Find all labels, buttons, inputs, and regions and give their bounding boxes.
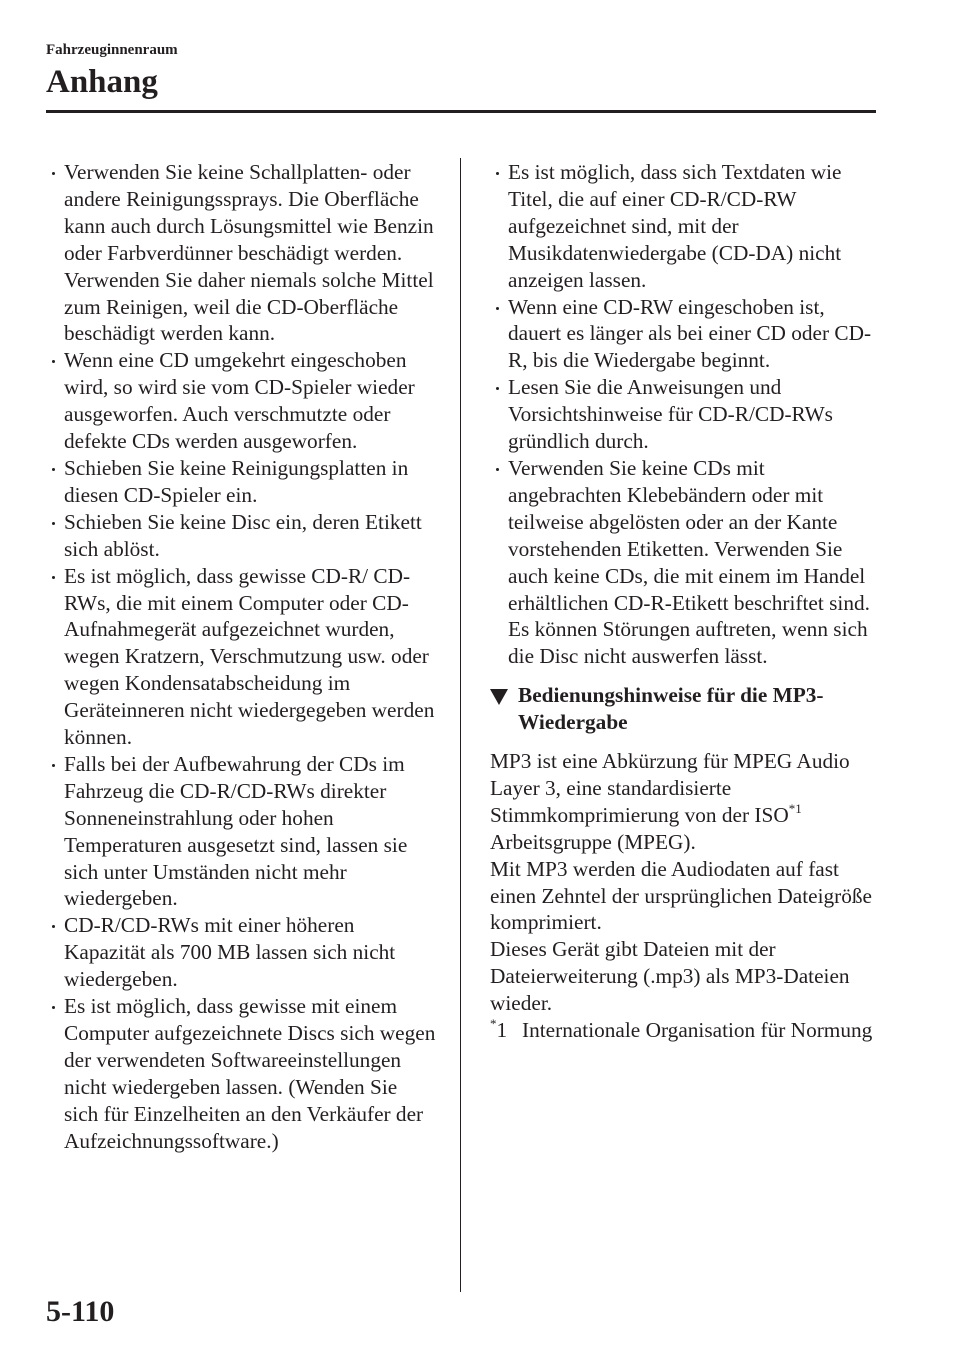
section-label: Fahrzeuginnenraum xyxy=(46,42,178,58)
list-item: Schieben Sie keine Disc ein, deren Etikett sich ablöst. xyxy=(46,509,436,563)
column-divider xyxy=(460,158,461,1292)
bullet-dot-icon xyxy=(496,468,499,471)
page-title: Anhang xyxy=(46,64,158,100)
paragraph-mp3-intro: MP3 ist eine Abkürzung für MPEG Audio Layer 3, eine standardisierte Stimmkomprimierung von der ISO$^{*1}$ Arbeitsgruppe (MPEG). xyxy=(490,749,850,854)
subheading-mp3: Bedienungshinweise für die MP3-Wiedergabe xyxy=(490,682,880,736)
list-item: Es ist möglich, dass gewisse CD-R/ CD-RWs, die mit einem Computer oder CD-Aufnahmegerät aufgezeichnet wurden, wegen Kratzern, Verschmutzung usw. oder wegen Kondensatabscheidung im Geräteinneren nicht wiedergegeben werden können. xyxy=(46,563,436,751)
bullet-dot-icon xyxy=(52,172,55,175)
bullet-dot-icon xyxy=(52,360,55,363)
bullet-dot-icon xyxy=(496,387,499,390)
list-item: Wenn eine CD-RW eingeschoben ist, dauert es länger als bei einer CD oder CD-R, bis die Wiedergabe beginnt. xyxy=(490,294,880,375)
list-item: CD-R/CD-RWs mit einer höheren Kapazität als 700 MB lassen sich nicht wiedergeben. xyxy=(46,912,436,993)
list-item: Verwenden Sie keine Schallplatten- oder andere Reinigungssprays. Die Oberfläche kann auch durch Lösungsmittel wie Benzin oder Farbverdünner beschädigt werden. Verwenden Sie daher niemals solche Mittel zum Reinigen, weil die CD-Oberfläche beschädigt werden kann. xyxy=(46,159,436,347)
footnote-text: Internationale Organisation für Normung xyxy=(522,1018,873,1043)
bullet-dot-icon xyxy=(52,522,55,525)
bullet-dot-icon xyxy=(52,925,55,928)
list-item: Falls bei der Aufbewahrung der CDs im Fahrzeug die CD-R/CD-RWs direkter Sonneneinstrahlung oder hohen Temperaturen ausgesetzt sind, lassen sie sich unter Umständen nicht mehr wiedergeben. xyxy=(46,751,436,912)
paragraph-compression: Mit MP3 werden die Audiodaten auf fast einen Zehntel der ursprünglichen Dateigröße komprimiert. xyxy=(490,856,873,935)
right-column xyxy=(490,159,880,1044)
page-header xyxy=(46,40,876,102)
triangle-down-icon xyxy=(490,689,508,705)
footnote-marker: *1 xyxy=(490,1016,508,1043)
page-number: 5-110 xyxy=(46,1295,115,1328)
bullet-list-left xyxy=(46,159,436,1155)
list-item: Schieben Sie keine Reinigungsplatten in diesen CD-Spieler ein. xyxy=(46,455,436,509)
bullet-dot-icon xyxy=(496,307,499,310)
footnote xyxy=(490,1017,880,1044)
bullet-dot-icon xyxy=(52,764,55,767)
bullet-list-right xyxy=(490,159,880,670)
header-rule xyxy=(46,110,876,113)
list-item: Wenn eine CD umgekehrt eingeschoben wird, so wird sie vom CD-Spieler wieder ausgeworfen. Auch verschmutzte oder defekte CDs werden ausgeworfen. xyxy=(46,347,436,455)
list-item: Es ist möglich, dass gewisse mit einem Computer aufgezeichnete Discs sich wegen der verwendeten Softwareeinstellungen nicht wiedergeben lassen. (Wenden Sie sich für Einzelheiten an den Verkäufer der Aufzeichnungssoftware.) xyxy=(46,993,436,1154)
bullet-dot-icon xyxy=(52,576,55,579)
list-item: Verwenden Sie keine CDs mit angebrachten Klebebändern oder mit teilweise abgelösten oder an der Kante vorstehenden Etiketten. Verwenden Sie auch keine CDs, die mit einem im Handel erhältlichen CD-R-Etikett beschriftet sind. Es können Störungen auftreten, wenn sich die Disc nicht auswerfen lässt. xyxy=(490,455,880,670)
bullet-dot-icon xyxy=(52,468,55,471)
list-item: Es ist möglich, dass sich Textdaten wie Titel, die auf einer CD-R/CD-RW aufgezeichnet sind, mit der Musikdatenwiedergabe (CD-DA) nicht anzeigen lassen. xyxy=(490,159,880,294)
paragraph-file-extension: Dieses Gerät gibt Dateien mit der Dateierweiterung (.mp3) als MP3-Dateien wieder. xyxy=(490,937,850,1016)
list-item: Lesen Sie die Anweisungen und Vorsichtshinweise für CD-R/CD-RWs gründlich durch. xyxy=(490,374,880,455)
bullet-dot-icon xyxy=(52,1006,55,1009)
footnote-ref: *1 xyxy=(788,800,802,816)
bullet-dot-icon xyxy=(496,172,499,175)
left-column xyxy=(46,159,436,1155)
